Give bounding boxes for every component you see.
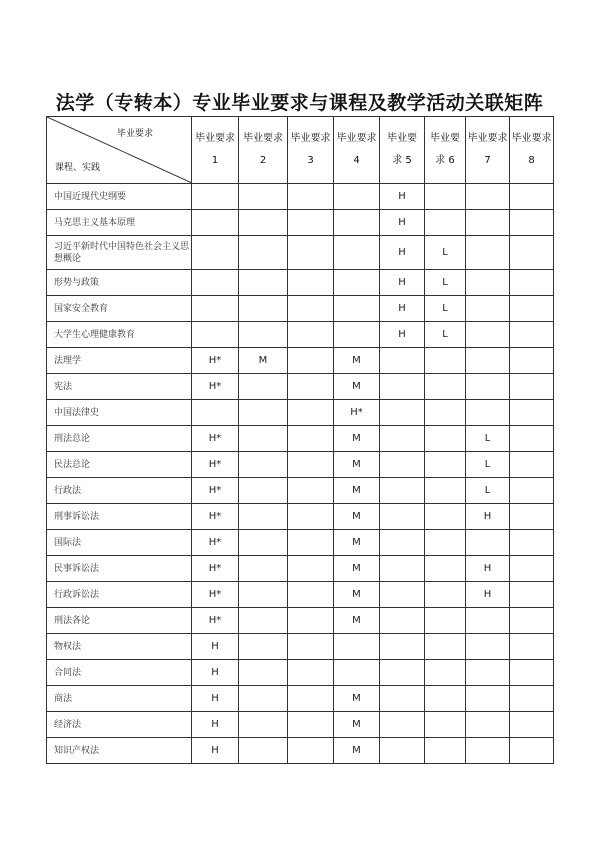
table-row xyxy=(47,738,554,764)
course-name-cell: 中国近现代史纲要 xyxy=(47,184,192,210)
mark-cell-req-8 xyxy=(510,530,554,556)
course-name-cell: 宪法 xyxy=(47,374,192,400)
mark-cell-req-7 xyxy=(466,634,510,660)
mark-cell-req-3 xyxy=(288,426,334,452)
mark-cell-req-3 xyxy=(288,582,334,608)
mark-cell-req-1: H* xyxy=(192,478,239,504)
mark-cell-req-3 xyxy=(288,400,334,426)
mark-cell-req-4 xyxy=(334,236,380,270)
mark-cell-req-5 xyxy=(380,348,425,374)
mark-cell-req-5 xyxy=(380,400,425,426)
course-name-cell: 刑事诉讼法 xyxy=(47,504,192,530)
mark-cell-req-3 xyxy=(288,608,334,634)
mark-cell-req-6 xyxy=(425,400,466,426)
mark-cell-req-5 xyxy=(380,686,425,712)
table-row xyxy=(47,712,554,738)
mark-cell-req-8 xyxy=(510,374,554,400)
mark-cell-req-1 xyxy=(192,400,239,426)
mark-cell-req-1: H xyxy=(192,738,239,764)
mark-cell-req-5: H xyxy=(380,236,425,270)
mark-cell-req-3 xyxy=(288,452,334,478)
mark-cell-req-4: H* xyxy=(334,400,380,426)
mark-cell-req-4 xyxy=(334,634,380,660)
column-header-4: 毕业要求 4 xyxy=(334,117,380,184)
mark-cell-req-2 xyxy=(239,296,288,322)
course-name-cell: 国际法 xyxy=(47,530,192,556)
mark-cell-req-5: H xyxy=(380,210,425,236)
mark-cell-req-4 xyxy=(334,184,380,210)
mark-cell-req-5 xyxy=(380,478,425,504)
mark-cell-req-5 xyxy=(380,452,425,478)
mark-cell-req-1 xyxy=(192,296,239,322)
column-header-1: 毕业要求 1 xyxy=(192,117,239,184)
course-name-cell: 习近平新时代中国特色社会主义思想概论 xyxy=(47,236,192,270)
mark-cell-req-8 xyxy=(510,660,554,686)
mark-cell-req-7: L xyxy=(466,478,510,504)
table-row xyxy=(47,322,554,348)
mark-cell-req-3 xyxy=(288,530,334,556)
mark-cell-req-2 xyxy=(239,210,288,236)
course-name-cell: 知识产权法 xyxy=(47,738,192,764)
mark-cell-req-5 xyxy=(380,634,425,660)
mark-cell-req-3 xyxy=(288,210,334,236)
column-header-7: 毕业要求 7 xyxy=(466,117,510,184)
matrix-table xyxy=(46,116,554,764)
mark-cell-req-1 xyxy=(192,322,239,348)
table-row xyxy=(47,184,554,210)
mark-cell-req-6 xyxy=(425,634,466,660)
mark-cell-req-3 xyxy=(288,374,334,400)
mark-cell-req-2 xyxy=(239,400,288,426)
mark-cell-req-4 xyxy=(334,296,380,322)
matrix-body xyxy=(47,184,554,764)
mark-cell-req-6 xyxy=(425,478,466,504)
mark-cell-req-7: L xyxy=(466,426,510,452)
mark-cell-req-4: M xyxy=(334,452,380,478)
course-name-cell: 商法 xyxy=(47,686,192,712)
column-header-8: 毕业要求 8 xyxy=(510,117,554,184)
mark-cell-req-2 xyxy=(239,556,288,582)
table-row xyxy=(47,504,554,530)
column-header-2: 毕业要求 2 xyxy=(239,117,288,184)
mark-cell-req-4 xyxy=(334,210,380,236)
table-row xyxy=(47,530,554,556)
mark-cell-req-8 xyxy=(510,556,554,582)
mark-cell-req-4 xyxy=(334,270,380,296)
table-row xyxy=(47,270,554,296)
table-row xyxy=(47,452,554,478)
mark-cell-req-2 xyxy=(239,184,288,210)
mark-cell-req-2: M xyxy=(239,348,288,374)
mark-cell-req-5 xyxy=(380,556,425,582)
mark-cell-req-1 xyxy=(192,270,239,296)
mark-cell-req-7 xyxy=(466,712,510,738)
course-name-cell: 民法总论 xyxy=(47,452,192,478)
mark-cell-req-8 xyxy=(510,426,554,452)
mark-cell-req-7: L xyxy=(466,452,510,478)
mark-cell-req-2 xyxy=(239,660,288,686)
mark-cell-req-3 xyxy=(288,236,334,270)
mark-cell-req-3 xyxy=(288,634,334,660)
mark-cell-req-8 xyxy=(510,738,554,764)
mark-cell-req-2 xyxy=(239,236,288,270)
mark-cell-req-2 xyxy=(239,478,288,504)
table-row xyxy=(47,348,554,374)
mark-cell-req-5: H xyxy=(380,322,425,348)
table-row xyxy=(47,478,554,504)
mark-cell-req-4: M xyxy=(334,712,380,738)
mark-cell-req-5 xyxy=(380,504,425,530)
mark-cell-req-1: H* xyxy=(192,452,239,478)
mark-cell-req-7 xyxy=(466,270,510,296)
mark-cell-req-7 xyxy=(466,660,510,686)
mark-cell-req-3 xyxy=(288,478,334,504)
mark-cell-req-1: H* xyxy=(192,374,239,400)
mark-cell-req-7 xyxy=(466,210,510,236)
mark-cell-req-1 xyxy=(192,236,239,270)
mark-cell-req-7 xyxy=(466,296,510,322)
mark-cell-req-1: H xyxy=(192,712,239,738)
course-name-cell: 经济法 xyxy=(47,712,192,738)
mark-cell-req-2 xyxy=(239,686,288,712)
column-header-5: 毕业要 求 5 xyxy=(380,117,425,184)
mark-cell-req-8 xyxy=(510,210,554,236)
mark-cell-req-3 xyxy=(288,712,334,738)
mark-cell-req-8 xyxy=(510,270,554,296)
mark-cell-req-4: M xyxy=(334,374,380,400)
mark-cell-req-3 xyxy=(288,738,334,764)
mark-cell-req-5 xyxy=(380,530,425,556)
mark-cell-req-6 xyxy=(425,582,466,608)
mark-cell-req-8 xyxy=(510,504,554,530)
mark-cell-req-6 xyxy=(425,530,466,556)
table-row xyxy=(47,374,554,400)
mark-cell-req-2 xyxy=(239,270,288,296)
mark-cell-req-1: H* xyxy=(192,608,239,634)
course-name-cell: 民事诉讼法 xyxy=(47,556,192,582)
mark-cell-req-6: L xyxy=(425,270,466,296)
mark-cell-req-8 xyxy=(510,184,554,210)
mark-cell-req-2 xyxy=(239,426,288,452)
mark-cell-req-7 xyxy=(466,236,510,270)
mark-cell-req-2 xyxy=(239,504,288,530)
mark-cell-req-7 xyxy=(466,608,510,634)
course-name-cell: 刑法各论 xyxy=(47,608,192,634)
mark-cell-req-7: H xyxy=(466,582,510,608)
mark-cell-req-3 xyxy=(288,322,334,348)
mark-cell-req-5 xyxy=(380,426,425,452)
mark-cell-req-2 xyxy=(239,582,288,608)
mark-cell-req-1 xyxy=(192,184,239,210)
table-row xyxy=(47,400,554,426)
table-row xyxy=(47,556,554,582)
mark-cell-req-3 xyxy=(288,296,334,322)
mark-cell-req-8 xyxy=(510,400,554,426)
mark-cell-req-6: L xyxy=(425,236,466,270)
mark-cell-req-6 xyxy=(425,556,466,582)
mark-cell-req-8 xyxy=(510,322,554,348)
mark-cell-req-5: H xyxy=(380,184,425,210)
mark-cell-req-2 xyxy=(239,374,288,400)
mark-cell-req-6: L xyxy=(425,296,466,322)
mark-cell-req-6 xyxy=(425,426,466,452)
page-title: 法学（专转本）专业毕业要求与课程及教学活动关联矩阵 xyxy=(55,92,544,114)
mark-cell-req-3 xyxy=(288,660,334,686)
mark-cell-req-3 xyxy=(288,270,334,296)
table-row xyxy=(47,210,554,236)
mark-cell-req-8 xyxy=(510,686,554,712)
mark-cell-req-6 xyxy=(425,686,466,712)
course-name-cell: 行政法 xyxy=(47,478,192,504)
course-name-cell: 形势与政策 xyxy=(47,270,192,296)
mark-cell-req-4: M xyxy=(334,556,380,582)
mark-cell-req-2 xyxy=(239,530,288,556)
mark-cell-req-2 xyxy=(239,634,288,660)
mark-cell-req-7 xyxy=(466,686,510,712)
course-name-cell: 法理学 xyxy=(47,348,192,374)
mark-cell-req-7: H xyxy=(466,504,510,530)
mark-cell-req-5 xyxy=(380,660,425,686)
mark-cell-req-7 xyxy=(466,322,510,348)
mark-cell-req-1: H xyxy=(192,660,239,686)
mark-cell-req-8 xyxy=(510,348,554,374)
mark-cell-req-1: H* xyxy=(192,348,239,374)
mark-cell-req-2 xyxy=(239,712,288,738)
mark-cell-req-7: H xyxy=(466,556,510,582)
mark-cell-req-5 xyxy=(380,582,425,608)
column-header-6: 毕业要 求 6 xyxy=(425,117,466,184)
mark-cell-req-6 xyxy=(425,210,466,236)
mark-cell-req-8 xyxy=(510,296,554,322)
mark-cell-req-7 xyxy=(466,530,510,556)
mark-cell-req-8 xyxy=(510,582,554,608)
mark-cell-req-6: L xyxy=(425,322,466,348)
mark-cell-req-5 xyxy=(380,608,425,634)
table-row xyxy=(47,236,554,270)
course-name-cell: 国家安全教育 xyxy=(47,296,192,322)
mark-cell-req-5 xyxy=(380,712,425,738)
mark-cell-req-1: H* xyxy=(192,582,239,608)
mark-cell-req-3 xyxy=(288,686,334,712)
mark-cell-req-4: M xyxy=(334,530,380,556)
mark-cell-req-8 xyxy=(510,478,554,504)
mark-cell-req-6 xyxy=(425,374,466,400)
table-row xyxy=(47,426,554,452)
mark-cell-req-1: H xyxy=(192,686,239,712)
table-row xyxy=(47,582,554,608)
mark-cell-req-6 xyxy=(425,184,466,210)
mark-cell-req-7 xyxy=(466,738,510,764)
mark-cell-req-5 xyxy=(380,738,425,764)
course-name-cell: 马克思主义基本原理 xyxy=(47,210,192,236)
course-name-cell: 刑法总论 xyxy=(47,426,192,452)
mark-cell-req-8 xyxy=(510,712,554,738)
mark-cell-req-1 xyxy=(192,210,239,236)
mark-cell-req-4 xyxy=(334,322,380,348)
diagonal-label-requirements: 毕业要求 xyxy=(116,129,153,139)
mark-cell-req-3 xyxy=(288,556,334,582)
mark-cell-req-4: M xyxy=(334,582,380,608)
mark-cell-req-3 xyxy=(288,184,334,210)
table-row xyxy=(47,296,554,322)
course-name-cell: 行政诉讼法 xyxy=(47,582,192,608)
mark-cell-req-6 xyxy=(425,738,466,764)
mark-cell-req-7 xyxy=(466,184,510,210)
mark-cell-req-6 xyxy=(425,348,466,374)
mark-cell-req-2 xyxy=(239,322,288,348)
mark-cell-req-8 xyxy=(510,236,554,270)
mark-cell-req-4: M xyxy=(334,686,380,712)
mark-cell-req-7 xyxy=(466,400,510,426)
diagonal-header-cell xyxy=(47,117,192,184)
mark-cell-req-1: H* xyxy=(192,530,239,556)
table-row xyxy=(47,686,554,712)
course-name-cell: 大学生心理健康教育 xyxy=(47,322,192,348)
header-row xyxy=(47,117,554,184)
mark-cell-req-3 xyxy=(288,348,334,374)
mark-cell-req-4: M xyxy=(334,504,380,530)
mark-cell-req-8 xyxy=(510,634,554,660)
mark-cell-req-8 xyxy=(510,452,554,478)
mark-cell-req-3 xyxy=(288,504,334,530)
mark-cell-req-7 xyxy=(466,374,510,400)
mark-cell-req-7 xyxy=(466,348,510,374)
mark-cell-req-4: M xyxy=(334,608,380,634)
mark-cell-req-4 xyxy=(334,660,380,686)
mark-cell-req-6 xyxy=(425,452,466,478)
mark-cell-req-6 xyxy=(425,608,466,634)
mark-cell-req-4: M xyxy=(334,738,380,764)
course-name-cell: 中国法律史 xyxy=(47,400,192,426)
mark-cell-req-4: M xyxy=(334,478,380,504)
mark-cell-req-1: H xyxy=(192,634,239,660)
mark-cell-req-5 xyxy=(380,374,425,400)
mark-cell-req-1: H* xyxy=(192,504,239,530)
course-name-cell: 合同法 xyxy=(47,660,192,686)
mark-cell-req-4: M xyxy=(334,348,380,374)
mark-cell-req-4: M xyxy=(334,426,380,452)
table-row xyxy=(47,608,554,634)
mark-cell-req-6 xyxy=(425,712,466,738)
mark-cell-req-5: H xyxy=(380,270,425,296)
column-header-3: 毕业要求 3 xyxy=(288,117,334,184)
mark-cell-req-2 xyxy=(239,608,288,634)
mark-cell-req-2 xyxy=(239,452,288,478)
mark-cell-req-1: H* xyxy=(192,426,239,452)
mark-cell-req-6 xyxy=(425,504,466,530)
mark-cell-req-8 xyxy=(510,608,554,634)
mark-cell-req-6 xyxy=(425,660,466,686)
table-row xyxy=(47,660,554,686)
diagonal-label-courses: 课程、实践 xyxy=(55,163,101,173)
mark-cell-req-2 xyxy=(239,738,288,764)
course-name-cell: 物权法 xyxy=(47,634,192,660)
mark-cell-req-5: H xyxy=(380,296,425,322)
mark-cell-req-1: H* xyxy=(192,556,239,582)
table-row xyxy=(47,634,554,660)
